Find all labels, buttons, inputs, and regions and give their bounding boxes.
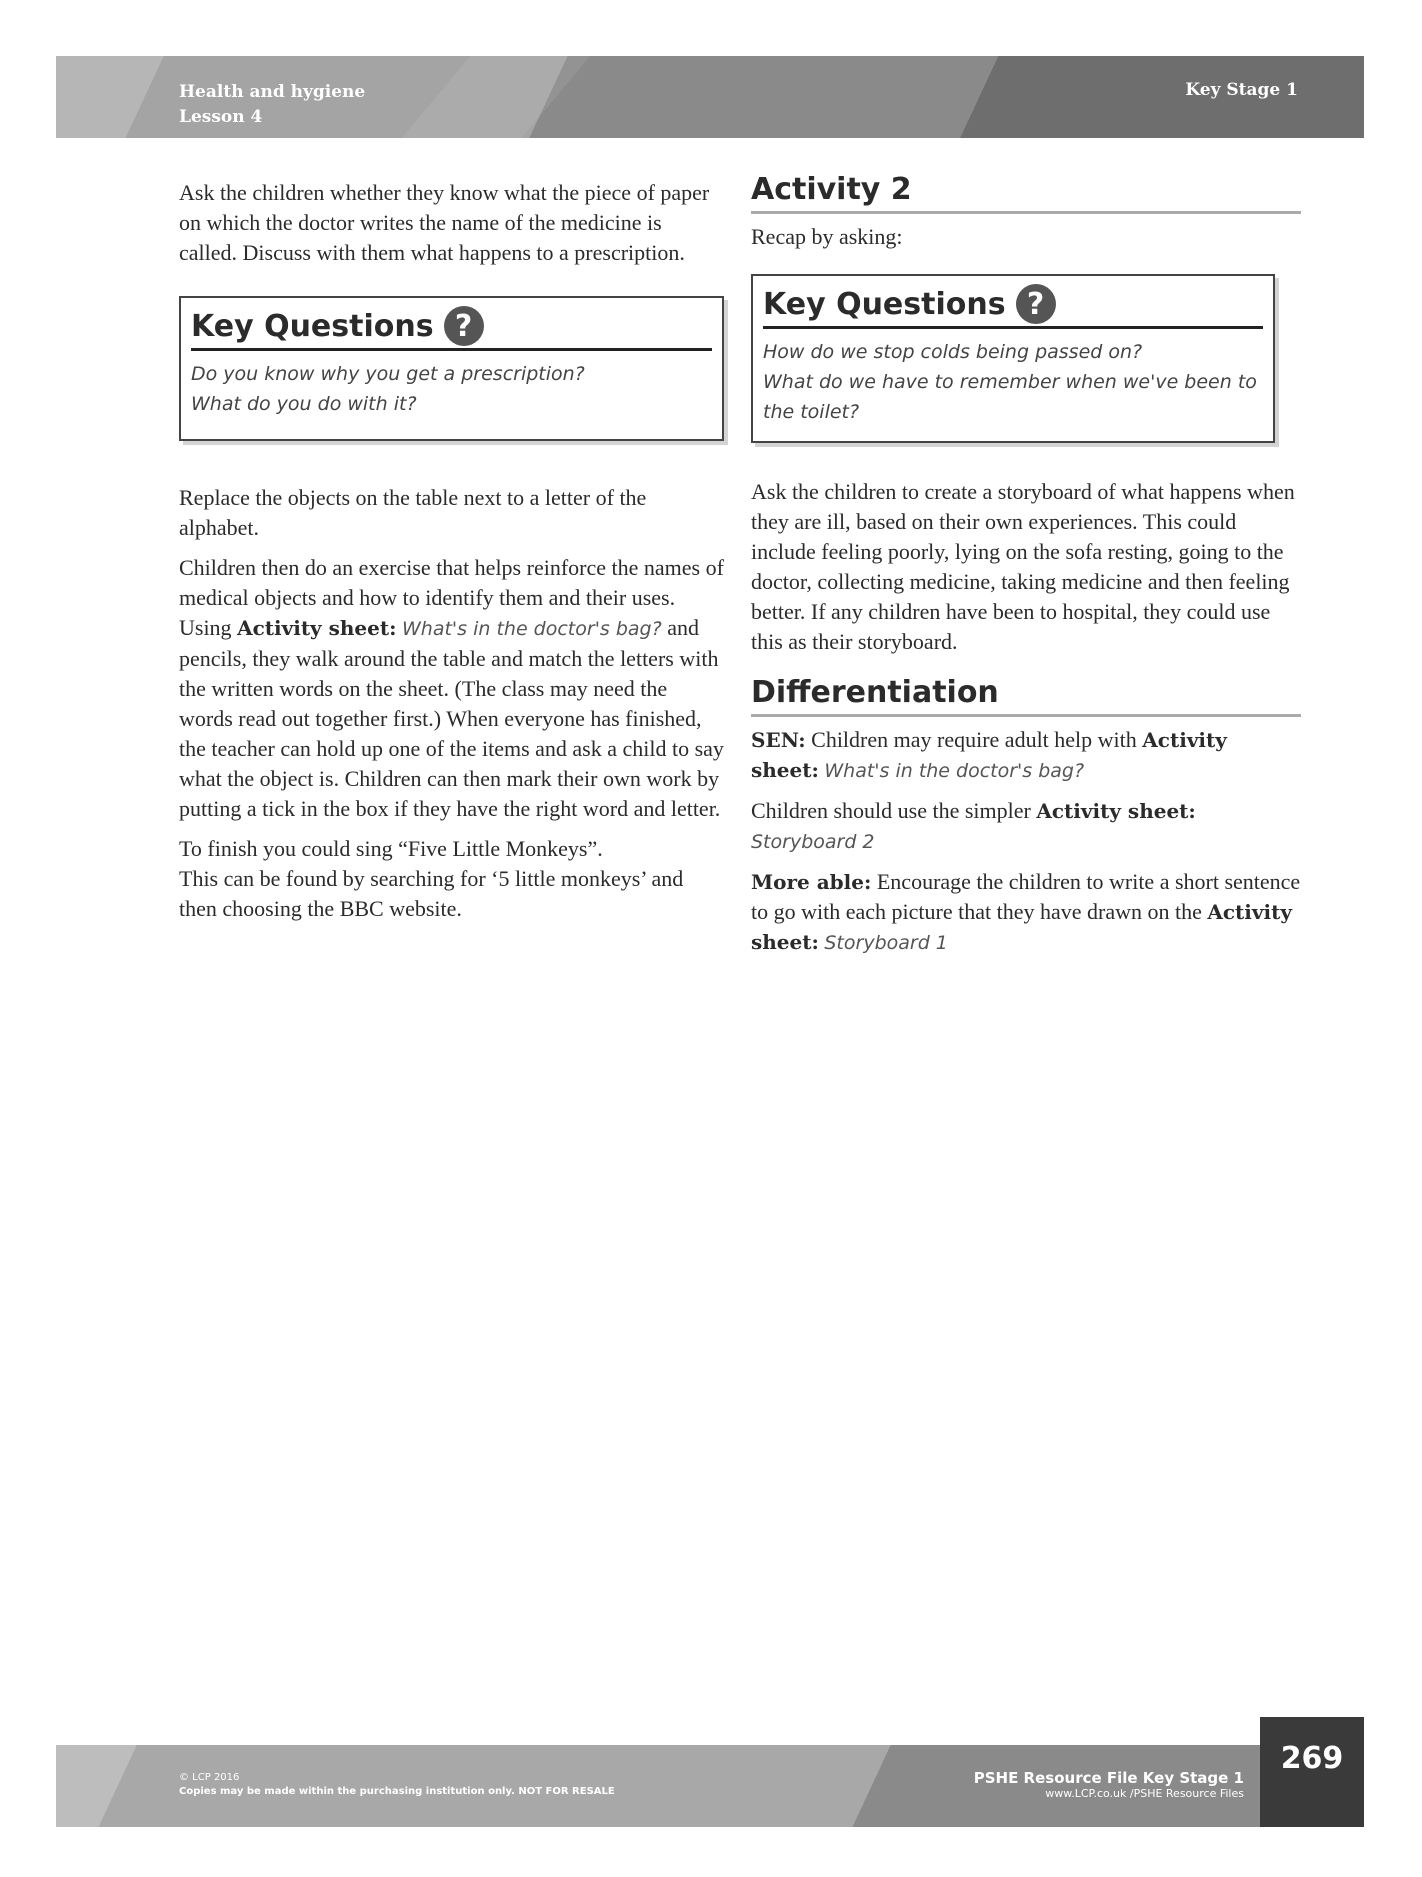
key-questions-box — [179, 296, 724, 441]
key-question: What do you do with it? — [191, 393, 417, 415]
header-lesson: Lesson 4 — [179, 107, 263, 127]
footer-copyright-block — [179, 1771, 615, 1799]
footer-url: www.LCP.co.uk /PSHE Resource Files — [1045, 1787, 1244, 1800]
activity-sheet-label: Activity sheet: — [751, 900, 1292, 954]
footer-copyright: © LCP 2016 — [179, 1772, 240, 1783]
header-stripe — [402, 56, 591, 138]
key-questions-box — [751, 274, 1275, 443]
simpler-paragraph — [751, 796, 1301, 857]
key-questions-heading — [763, 284, 1263, 329]
header-topic-block — [179, 80, 365, 130]
key-question: Do you know why you get a prescription? — [191, 363, 585, 385]
page-number: 269 — [1260, 1717, 1364, 1827]
replace-paragraph: Replace the objects on the table next to a letter of the alphabet. — [179, 485, 647, 540]
question-mark-icon: ? — [1016, 284, 1056, 324]
differentiation-heading: Differentiation — [751, 675, 1301, 717]
key-question: What do we have to remember when we've been to the toilet? — [763, 371, 1257, 423]
activity-sheet-label: Activity sheet: — [237, 616, 397, 640]
finish-text-cont: This can be found by searching for ‘5 little monkeys’ and then choosing the BBC website. — [179, 866, 684, 921]
finish-text: To finish you could sing “Five Little Monkeys”. — [179, 836, 603, 861]
activity-sheet-label: Activity sheet: — [751, 728, 1227, 782]
footer-title-block — [974, 1769, 1244, 1800]
exercise-text-cont: and pencils, they walk around the table and match the letters with the written words on the sheet. (The class may need the words read out together first.) When everyone has finished, the teacher can hold up one of the items and ask a child to say what the object is. Children can then mark their own work by putting a tick in the box if they have the right word and letter. — [179, 615, 724, 821]
activity-sheet-name: Storyboard 2 — [751, 831, 875, 853]
header-topic: Health and hygiene — [179, 82, 366, 102]
key-questions-title: Key Questions — [191, 308, 434, 344]
left-column — [179, 178, 724, 934]
sen-paragraph — [751, 725, 1301, 786]
sen-text: Children may require adult help with — [805, 727, 1143, 752]
intro-paragraph: Ask the children whether they know what the piece of paper on which the doctor writes the name of the medicine is called. Discuss with them what happens to a prescription. — [179, 180, 710, 265]
finish-paragraph — [179, 834, 724, 924]
key-question: How do we stop colds being passed on? — [763, 341, 1143, 363]
key-questions-heading — [191, 306, 712, 351]
question-mark-icon: ? — [444, 306, 484, 346]
activity-sheet-name: Storyboard 1 — [824, 932, 948, 954]
more-able-text: Encourage the children to write a short sentence to go with each picture that they have drawn on the — [751, 869, 1301, 924]
storyboard-paragraph: Ask the children to create a storyboard of what happens when they are ill, based on their own experiences. This could include feeling poorly, lying on the sofa resting, going to the doctor, collecting medicine, taking medicine and then feeling better. If any children have been to hospital, they could use this as their storyboard. — [751, 479, 1295, 654]
sen-label: SEN: — [751, 728, 806, 752]
more-able-paragraph — [751, 867, 1301, 958]
activity-sheet-name: What's in the doctor's bag? — [824, 760, 1085, 782]
key-questions-title: Key Questions — [763, 286, 1006, 322]
simpler-text: Children should use the simpler — [751, 798, 1037, 823]
more-able-label: More able: — [751, 870, 872, 894]
exercise-paragraph — [179, 553, 724, 824]
recap-text: Recap by asking: — [751, 224, 903, 249]
header-stage: Key Stage 1 — [1185, 80, 1298, 100]
header-band — [56, 56, 1364, 138]
activity-sheet-label: Activity sheet: — [1036, 799, 1196, 823]
footer-band — [56, 1745, 1364, 1827]
footer-notice: Copies may be made within the purchasing institution only. NOT FOR RESALE — [179, 1786, 615, 1797]
activity-sheet-name: What's in the doctor's bag? — [402, 618, 662, 640]
activity-2-heading: Activity 2 — [751, 172, 1301, 214]
right-column — [751, 172, 1301, 968]
footer-title: PSHE Resource File Key Stage 1 — [973, 1769, 1244, 1787]
exercise-text: Children then do an exercise that helps reinforce the names of medical objects and how to identify them and their uses. Using — [179, 555, 724, 640]
